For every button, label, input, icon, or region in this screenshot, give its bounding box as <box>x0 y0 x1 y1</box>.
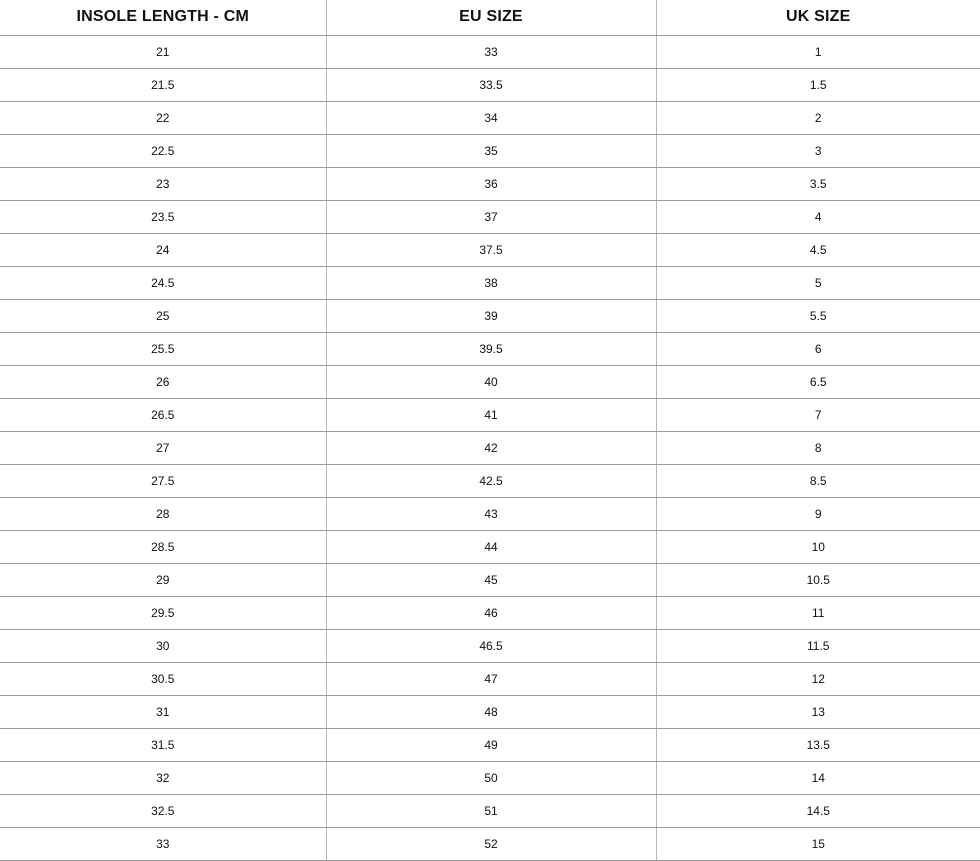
table-row <box>0 35 980 68</box>
cell-uk-size: 8 <box>656 431 980 464</box>
cell-insole-length: 28 <box>0 497 326 530</box>
cell-uk-size: 3 <box>656 134 980 167</box>
cell-insole-length: 30.5 <box>0 662 326 695</box>
cell-eu-size: 49 <box>326 728 656 761</box>
cell-uk-size: 8.5 <box>656 464 980 497</box>
cell-insole-length: 24.5 <box>0 266 326 299</box>
cell-insole-length: 29.5 <box>0 596 326 629</box>
cell-uk-size: 7 <box>656 398 980 431</box>
cell-insole-length: 22.5 <box>0 134 326 167</box>
cell-uk-size: 2 <box>656 101 980 134</box>
cell-insole-length: 21.5 <box>0 68 326 101</box>
table-row <box>0 827 980 860</box>
cell-uk-size: 11.5 <box>656 629 980 662</box>
cell-uk-size: 15 <box>656 827 980 860</box>
cell-uk-size: 6 <box>656 332 980 365</box>
table-row <box>0 431 980 464</box>
header-eu-size: EU SIZE <box>326 0 656 35</box>
cell-eu-size: 47 <box>326 662 656 695</box>
table-row <box>0 299 980 332</box>
table-row <box>0 629 980 662</box>
header-insole-length: INSOLE LENGTH - CM <box>0 0 326 35</box>
cell-insole-length: 23.5 <box>0 200 326 233</box>
table-row <box>0 134 980 167</box>
cell-insole-length: 29 <box>0 563 326 596</box>
cell-uk-size: 5 <box>656 266 980 299</box>
cell-eu-size: 40 <box>326 365 656 398</box>
cell-uk-size: 1.5 <box>656 68 980 101</box>
cell-eu-size: 42.5 <box>326 464 656 497</box>
header-uk-size: UK SIZE <box>656 0 980 35</box>
table-body <box>0 35 980 860</box>
cell-insole-length: 27 <box>0 431 326 464</box>
table-row <box>0 596 980 629</box>
cell-uk-size: 12 <box>656 662 980 695</box>
cell-eu-size: 38 <box>326 266 656 299</box>
cell-uk-size: 14 <box>656 761 980 794</box>
table-row <box>0 233 980 266</box>
cell-insole-length: 23 <box>0 167 326 200</box>
cell-uk-size: 11 <box>656 596 980 629</box>
cell-eu-size: 52 <box>326 827 656 860</box>
cell-eu-size: 33 <box>326 35 656 68</box>
cell-eu-size: 35 <box>326 134 656 167</box>
cell-eu-size: 41 <box>326 398 656 431</box>
cell-eu-size: 50 <box>326 761 656 794</box>
table-row <box>0 200 980 233</box>
cell-eu-size: 46 <box>326 596 656 629</box>
cell-uk-size: 14.5 <box>656 794 980 827</box>
cell-eu-size: 48 <box>326 695 656 728</box>
table-row <box>0 728 980 761</box>
cell-eu-size: 44 <box>326 530 656 563</box>
cell-insole-length: 26.5 <box>0 398 326 431</box>
cell-insole-length: 26 <box>0 365 326 398</box>
table-row <box>0 101 980 134</box>
table-row <box>0 695 980 728</box>
cell-insole-length: 28.5 <box>0 530 326 563</box>
cell-insole-length: 25.5 <box>0 332 326 365</box>
table-row <box>0 662 980 695</box>
cell-eu-size: 51 <box>326 794 656 827</box>
table-row <box>0 68 980 101</box>
table-row <box>0 167 980 200</box>
cell-insole-length: 31 <box>0 695 326 728</box>
cell-uk-size: 4.5 <box>656 233 980 266</box>
cell-eu-size: 42 <box>326 431 656 464</box>
cell-eu-size: 36 <box>326 167 656 200</box>
cell-insole-length: 24 <box>0 233 326 266</box>
cell-insole-length: 31.5 <box>0 728 326 761</box>
header-row <box>0 0 980 35</box>
table-row <box>0 266 980 299</box>
table-row <box>0 464 980 497</box>
cell-insole-length: 32.5 <box>0 794 326 827</box>
cell-eu-size: 43 <box>326 497 656 530</box>
table-row <box>0 530 980 563</box>
cell-insole-length: 21 <box>0 35 326 68</box>
table-row <box>0 332 980 365</box>
table-row <box>0 794 980 827</box>
cell-insole-length: 33 <box>0 827 326 860</box>
table-row <box>0 365 980 398</box>
cell-uk-size: 13 <box>656 695 980 728</box>
cell-eu-size: 37 <box>326 200 656 233</box>
cell-eu-size: 33.5 <box>326 68 656 101</box>
cell-uk-size: 1 <box>656 35 980 68</box>
table-row <box>0 497 980 530</box>
cell-eu-size: 37.5 <box>326 233 656 266</box>
cell-insole-length: 27.5 <box>0 464 326 497</box>
cell-uk-size: 10 <box>656 530 980 563</box>
cell-eu-size: 39.5 <box>326 332 656 365</box>
cell-uk-size: 10.5 <box>656 563 980 596</box>
table-row <box>0 761 980 794</box>
cell-insole-length: 25 <box>0 299 326 332</box>
cell-uk-size: 5.5 <box>656 299 980 332</box>
cell-insole-length: 30 <box>0 629 326 662</box>
cell-eu-size: 34 <box>326 101 656 134</box>
cell-eu-size: 45 <box>326 563 656 596</box>
cell-insole-length: 32 <box>0 761 326 794</box>
cell-uk-size: 13.5 <box>656 728 980 761</box>
table-row <box>0 398 980 431</box>
cell-eu-size: 39 <box>326 299 656 332</box>
cell-uk-size: 4 <box>656 200 980 233</box>
cell-uk-size: 9 <box>656 497 980 530</box>
cell-insole-length: 22 <box>0 101 326 134</box>
table-header <box>0 0 980 35</box>
cell-uk-size: 3.5 <box>656 167 980 200</box>
table-row <box>0 563 980 596</box>
cell-eu-size: 46.5 <box>326 629 656 662</box>
cell-uk-size: 6.5 <box>656 365 980 398</box>
